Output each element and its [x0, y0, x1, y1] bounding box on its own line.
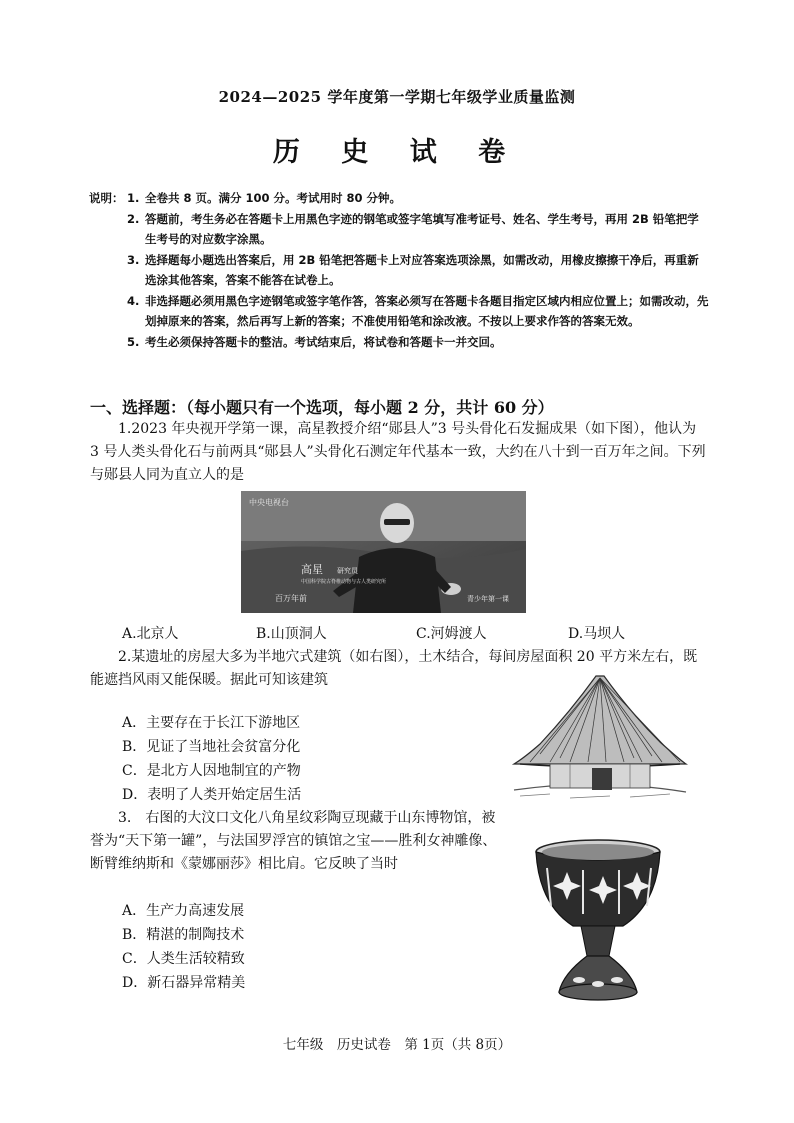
caption-org: 中国科学院古脊椎动物与古人类研究所 — [301, 579, 387, 585]
instructions — [89, 188, 709, 352]
question-1-photo — [241, 491, 526, 613]
q3-option-c[interactable]: C．人类生活较精致 — [122, 951, 245, 967]
question-1-options — [122, 623, 662, 643]
q2-option-b[interactable]: B．见证了当地社会贫富分化 — [122, 739, 301, 755]
caption-name: 高星 — [301, 563, 323, 576]
instruction-item-2: 2. 答题前，考生务必在答题卡上用黑色字迹的钢笔或签字笔填写准考证号、姓名、学生考号，再用 2B 铅笔把学生考号的对应数字涂黑。 — [127, 211, 699, 246]
exam-title: 历 史 试 卷 — [272, 137, 522, 168]
question-3-pottery-dou-illustration — [533, 834, 663, 1006]
instruction-item-5: 5. 考生必须保持答题卡的整洁。考试结束后，将试卷和答题卡一并交回。 — [127, 334, 502, 349]
q1-option-d[interactable]: D.马坝人 — [568, 626, 626, 642]
q1-option-a[interactable]: A.北京人 — [122, 626, 179, 642]
q1-option-c[interactable]: C.河姆渡人 — [416, 626, 487, 642]
question-1-text: 1.2023 年央视开学第一课，高星教授介绍“郧县人”3 号头骨化石发掘成果（如下图），他认为 3 号人类头骨化石与前两具“郧县人”头骨化石测定年代基本一致，大约在八十到一百万年之间。下列与郧县人同为直立人的是 — [90, 421, 706, 483]
instruction-item-1: 说明： 1. 全卷共 8 页。满分 100 分。考试用时 80 分钟。 — [89, 188, 709, 209]
q3-option-b[interactable]: B．精湛的制陶技术 — [122, 927, 245, 943]
caption-role: 研究员 — [337, 567, 358, 575]
exam-subtitle: 2024—2025 学年度第一学期七年级学业质量监测 — [218, 88, 576, 106]
question-2-hut-illustration — [510, 672, 690, 804]
section-heading: 一、选择题：（每小题只有一个选项，每小题 2 分，共计 60 分） — [90, 398, 554, 417]
page-footer: 七年级 历史试卷 第 1页（共 8页） — [282, 1037, 512, 1053]
q3-option-d[interactable]: D．新石器异常精美 — [122, 975, 246, 991]
q1-option-b[interactable]: B.山顶洞人 — [256, 626, 327, 642]
caption-right: 青少年第一课 — [467, 595, 509, 603]
caption-left: 百万年前 — [275, 594, 307, 603]
q2-option-c[interactable]: C．是北方人因地制宜的产物 — [122, 763, 301, 779]
instruction-item-3: 3. 选择题每小题选出答案后，用 2B 铅笔把答题卡上对应答案选项涂黑，如需改动，用橡皮擦擦干净后，再重新选涂其他答案，答案不能答在试卷上。 — [127, 252, 699, 287]
tv-logo: 中央电视台 — [249, 498, 289, 507]
q2-option-d[interactable]: D．表明了人类开始定居生活 — [122, 787, 302, 803]
instruction-item-4: 4. 非选择题必须用黑色字迹钢笔或签字笔作答，答案必须写在答题卡各题目指定区域内相应位置上；如需改动，先划掉原来的答案，然后再写上新的答案；不准使用铅笔和涂改液。不按以上要求作答的答案无效。 — [127, 293, 709, 328]
question-2-text: 2.某遗址的房屋大多为半地穴式建筑（如右图），土木结合，每间房屋面积 20 平方米左右，既能遮挡风雨又能保暖。据此可知该建筑 — [90, 649, 698, 688]
q3-option-a[interactable]: A．生产力高速发展 — [122, 903, 245, 919]
instructions-prefix: 说明： — [89, 191, 124, 205]
q2-option-a[interactable]: A．主要存在于长江下游地区 — [122, 715, 301, 731]
question-3-text: 3. 右图的大汶口文化八角星纹彩陶豆现藏于山东博物馆，被誉为“天下第一罐”，与法国罗浮宫的镇馆之宝——胜利女神雕像、断臂维纳斯和《蒙娜丽莎》相比肩。它反映了当时 — [90, 810, 497, 872]
